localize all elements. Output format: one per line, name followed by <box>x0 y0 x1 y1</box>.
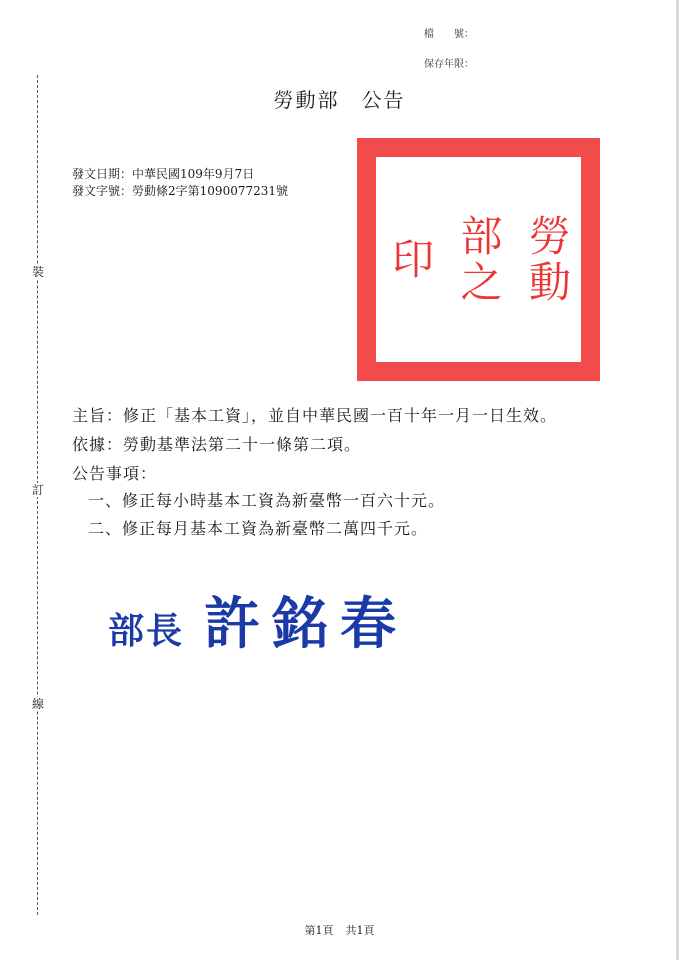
issue-date-label: 發文日期 <box>72 167 121 181</box>
agency-name: 勞動部 <box>273 88 340 112</box>
binding-char-zhuang: 裝 <box>31 265 44 279</box>
file-number-label: 檔 號： <box>424 29 474 40</box>
seal-column-3: 印 <box>386 236 436 283</box>
binding-char-xian: 線 <box>31 697 44 711</box>
issue-reference: 發文字號：勞動條2字第1090077231號 <box>72 184 289 198</box>
page-total: 共1頁 <box>345 924 375 937</box>
seal-column-1: 勞動 <box>522 213 572 306</box>
issue-ref-value: 勞動條2字第1090077231號 <box>132 184 289 198</box>
announcement-item: 一、修正每小時基本工資為新臺幣一百六十元。 <box>88 491 446 510</box>
seal-inner-field <box>375 156 582 363</box>
retention-label: 保存年限： <box>424 59 474 70</box>
issue-date: 發文日期：中華民國109年9月7日 <box>72 167 255 181</box>
page-footer <box>0 922 679 938</box>
issue-ref-label: 發文字號 <box>72 184 121 198</box>
minister-signature <box>108 580 408 660</box>
announcement-item: 二、修正每月基本工資為新臺幣二萬四千元。 <box>88 519 429 538</box>
signature-title: 部長 <box>108 611 185 652</box>
binding-char-ding: 訂 <box>31 483 44 497</box>
page-number: 第1頁 <box>304 924 334 937</box>
document-type: 公告 <box>361 88 406 112</box>
signature-name: 許銘春 <box>204 592 409 657</box>
document-title <box>0 84 679 113</box>
official-seal <box>357 138 600 381</box>
basis-line: 依據：勞動基準法第二十一條第二項。 <box>72 435 362 454</box>
seal-column-2: 部之 <box>454 213 504 306</box>
items-heading: 公告事項： <box>72 464 158 483</box>
subject-line: 主旨：修正「基本工資」，並自中華民國一百十年一月一日生效。 <box>72 406 558 425</box>
issue-date-value: 中華民國109年9月7日 <box>132 167 255 181</box>
